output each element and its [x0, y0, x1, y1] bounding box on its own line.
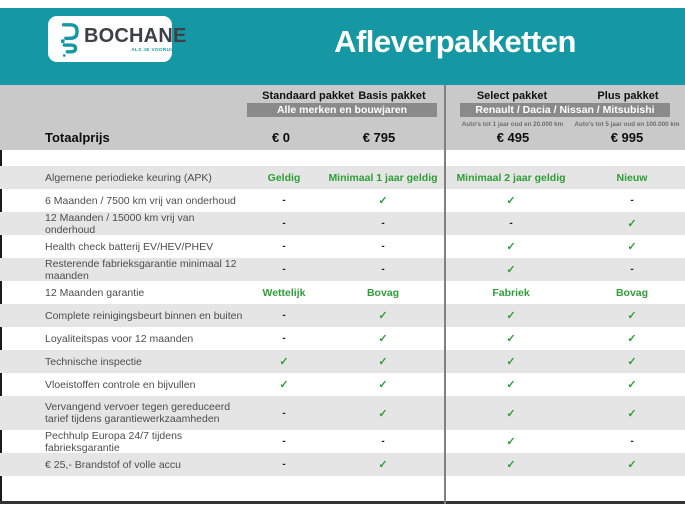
brands-badge-renault-group: Renault / Dacia / Nissan / Mitsubishi [460, 103, 670, 117]
dash-mark: - [282, 241, 286, 252]
brands-badge-all: Alle merken en bouwjaren [247, 103, 437, 117]
feature-label: 12 Maanden garantie [45, 286, 145, 299]
feature-row [0, 373, 685, 396]
logo-texts [84, 26, 187, 52]
feature-value: Nieuw [616, 171, 648, 184]
package-note-plus: Auto's tot 5 jaar oud en 100.000 km [574, 121, 680, 128]
dash-mark: - [630, 264, 634, 275]
check-icon: ✓ [506, 436, 516, 448]
check-icon: ✓ [627, 356, 637, 368]
check-icon: ✓ [506, 379, 516, 391]
dash-mark: - [630, 436, 634, 447]
dash-mark: - [282, 310, 286, 321]
page-header [0, 8, 685, 85]
feature-row [0, 350, 685, 373]
feature-value: Fabriek [492, 286, 530, 299]
check-icon: ✓ [627, 241, 637, 253]
top-strip [0, 0, 685, 8]
check-icon: ✓ [627, 310, 637, 322]
dash-mark: - [630, 195, 634, 206]
feature-row [0, 396, 685, 430]
feature-row [0, 166, 685, 189]
check-icon: ✓ [506, 195, 516, 207]
feature-label: Health check batterij EV/HEV/PHEV [45, 240, 214, 253]
page-title: Afleverpakketten [334, 24, 576, 59]
total-price-standaard: € 0 [271, 130, 291, 145]
feature-rows [0, 166, 685, 476]
feature-value: Bovag [366, 286, 400, 299]
package-name-standaard: Standaard pakket [262, 90, 354, 102]
feature-row [0, 258, 685, 281]
spacer-row [0, 150, 685, 166]
feature-label: Algemene periodieke keuring (APK) [45, 171, 212, 184]
check-icon: ✓ [627, 333, 637, 345]
feature-label: Resterende fabrieksgarantie minimaal 12 maanden [45, 257, 237, 282]
dash-mark: - [381, 241, 385, 252]
total-price-select: € 495 [496, 130, 530, 145]
dash-mark: - [282, 333, 286, 344]
dash-mark: - [282, 407, 286, 419]
check-icon: ✓ [279, 379, 289, 391]
feature-label: € 25,- Brandstof of volle accu [45, 458, 181, 471]
feature-value: Wettelijk [262, 286, 306, 299]
total-price-label: Totaalprijs [45, 130, 110, 145]
check-icon: ✓ [378, 310, 388, 322]
feature-row [0, 453, 685, 476]
check-icon: ✓ [506, 310, 516, 322]
check-icon: ✓ [506, 241, 516, 253]
total-price-plus: € 995 [610, 130, 644, 145]
feature-label: Loyaliteitspas voor 12 maanden [45, 332, 194, 345]
check-icon: ✓ [378, 459, 388, 471]
dash-mark: - [282, 264, 286, 275]
feature-value: Minimaal 1 jaar geldig [328, 171, 438, 184]
feature-label: Complete reinigingsbeurt binnen en buiten [45, 309, 243, 322]
check-icon: ✓ [627, 459, 637, 471]
feature-label: Pechhulp Europa 24/7 tijdens fabrieksgarantie [45, 429, 183, 454]
feature-label: 6 Maanden / 7500 km vrij van onderhoud [45, 194, 236, 207]
dash-mark: - [282, 218, 286, 229]
dash-mark: - [509, 218, 513, 229]
feature-row [0, 327, 685, 350]
feature-row [0, 430, 685, 453]
feature-label: 12 Maanden / 15000 km vrij van onderhoud [45, 211, 195, 236]
dash-mark: - [381, 264, 385, 275]
feature-row [0, 281, 685, 304]
bochane-logo-icon [56, 20, 80, 58]
check-icon: ✓ [506, 407, 516, 420]
package-name-select: Select pakket [476, 90, 548, 102]
package-name-plus: Plus pakket [597, 90, 659, 102]
check-icon: ✓ [506, 264, 516, 276]
check-icon: ✓ [279, 356, 289, 368]
check-icon: ✓ [378, 356, 388, 368]
feature-label: Vloeistoffen controle en bijvullen [45, 378, 196, 391]
bochane-logo [48, 16, 187, 62]
dash-mark: - [282, 459, 286, 470]
check-icon: ✓ [506, 333, 516, 345]
feature-value: Bovag [615, 286, 649, 299]
feature-row [0, 189, 685, 212]
dash-mark: - [381, 436, 385, 447]
feature-value: Minimaal 2 jaar geldig [456, 171, 566, 184]
check-icon: ✓ [378, 195, 388, 207]
check-icon: ✓ [378, 379, 388, 391]
check-icon: ✓ [378, 333, 388, 345]
package-note-select: Auto's tot 1 jaar oud en 20.000 km [461, 121, 564, 128]
dash-mark: - [381, 218, 385, 229]
packages-header-band [0, 85, 685, 150]
check-icon: ✓ [627, 218, 637, 230]
feature-row [0, 235, 685, 258]
feature-row [0, 212, 685, 235]
logo-tagline-text: ALS JE VOORUIT WIL [131, 47, 187, 52]
feature-label: Vervangend vervoer tegen gereduceerd tarief tijdens garantiewerkzaamheden [45, 401, 231, 425]
feature-row [0, 304, 685, 327]
dash-mark: - [282, 436, 286, 447]
check-icon: ✓ [627, 379, 637, 391]
check-icon: ✓ [627, 407, 637, 420]
table-bottom-row [0, 476, 685, 504]
package-name-basis: Basis pakket [358, 90, 426, 102]
check-icon: ✓ [506, 356, 516, 368]
feature-value: Geldig [267, 171, 301, 184]
total-price-basis: € 795 [362, 130, 396, 145]
check-icon: ✓ [506, 459, 516, 471]
feature-label: Technische inspectie [45, 355, 142, 368]
check-icon: ✓ [378, 407, 388, 420]
logo-brand-text: BOCHANE [84, 25, 187, 47]
dash-mark: - [282, 195, 286, 206]
column-divider-line [444, 85, 446, 504]
